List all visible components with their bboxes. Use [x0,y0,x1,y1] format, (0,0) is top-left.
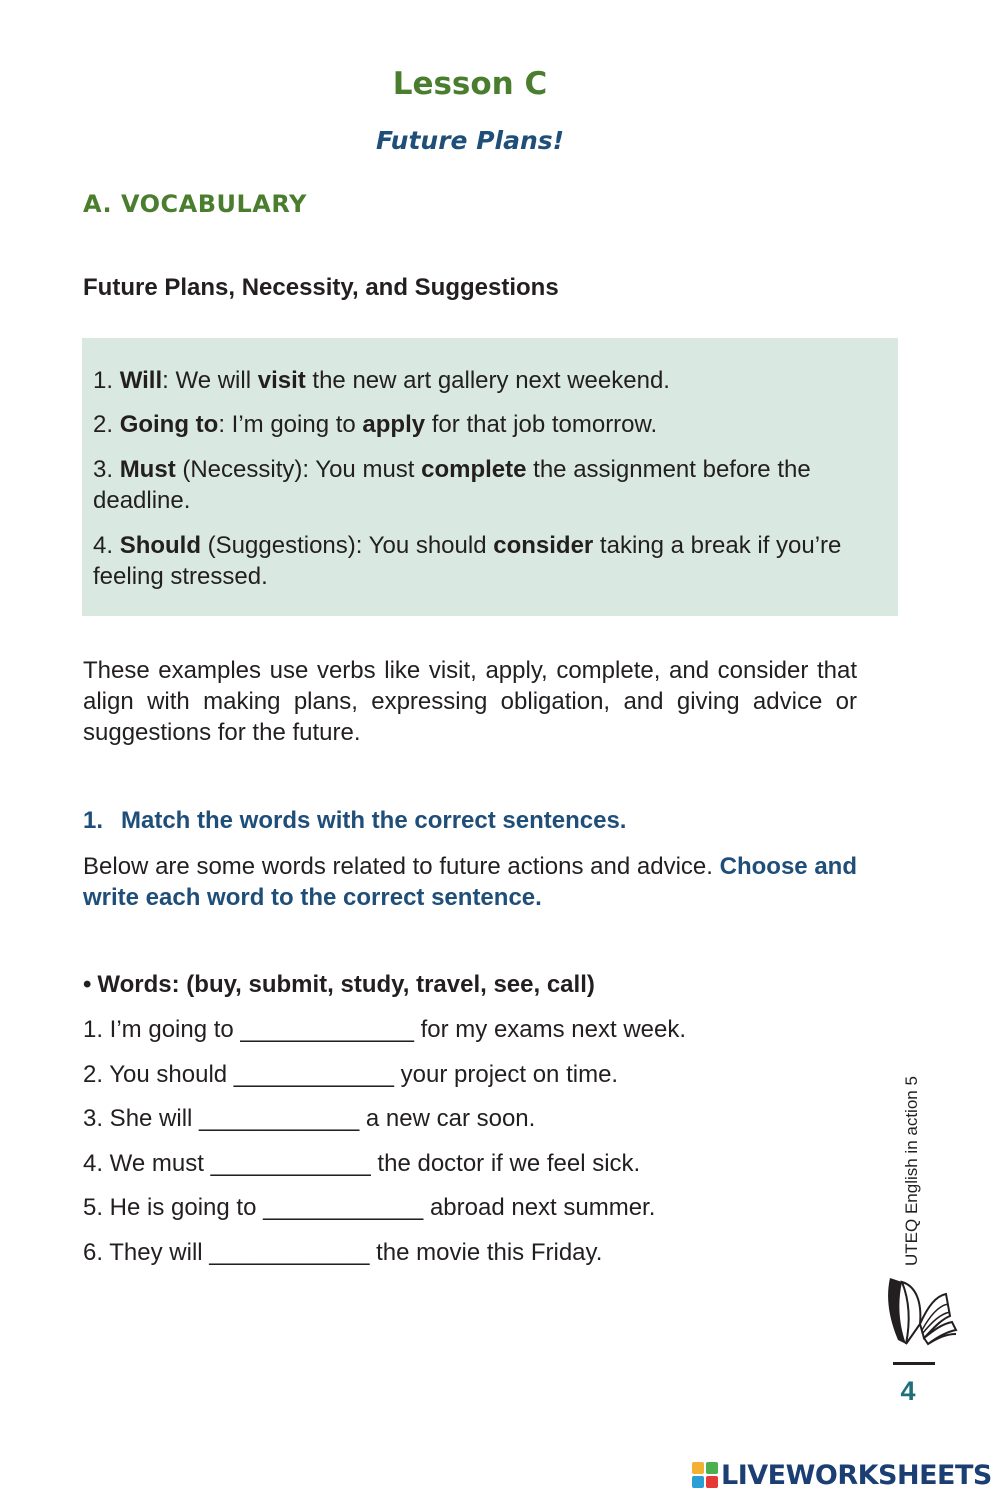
exercise-instruction [83,851,857,913]
vocab-verb: apply [362,411,426,438]
instruction-emphasis: Choose and write each word to the correct sentence. [83,853,857,911]
explanation-paragraph: These examples use verbs like visit, apply, complete, and consider that align with making plans, expressing obligation, and giving advice or suggestions for the future. [83,657,857,746]
bullet-icon: • [83,971,92,998]
vocab-example-end: the assignment before the deadline. [93,456,811,514]
vocab-verb: complete [421,456,527,483]
vocab-item-going-to [93,409,883,440]
vocab-example-start: : We will [162,367,258,394]
vocab-example-end: taking a break if you’re feeling stressed. [93,532,842,590]
vocab-number: 2. [93,411,120,438]
exercise-heading [83,807,626,835]
vocab-term: Must [119,456,176,483]
vocabulary-box [82,338,898,616]
vocab-verb: consider [493,532,594,559]
page-number: 4 [900,1376,916,1406]
vocab-example-end: for that job tomorrow. [425,411,658,438]
exercise-number: 1. [83,807,104,834]
vocab-verb: visit [257,367,306,394]
section-heading: A. VOCABULARY [83,190,307,218]
vocab-number: 4. [93,532,120,559]
lesson-subtitle: Future Plans! [375,126,565,155]
exercise-sentence-5[interactable]: 5. He is going to ____________ abroad next summer. [83,1194,656,1221]
open-book-icon [876,1272,960,1352]
vocab-item-must [93,454,883,516]
vocab-example-start: : You must [302,456,422,483]
vocab-item-should [93,530,883,592]
exercise-sentence-6[interactable]: 6. They will ____________ the movie this Friday. [83,1239,603,1266]
lesson-title: Lesson C [392,66,548,102]
exercise-sentence-4[interactable]: 4. We must ____________ the doctor if we feel sick. [83,1150,641,1177]
word-bank-text: Words: (buy, submit, study, travel, see, call) [97,971,595,998]
vocab-number: 1. [93,367,120,394]
vocab-term: Should [119,532,202,559]
liveworksheets-logo-text: LIVEWORKSHEETS [721,1459,992,1491]
instruction-text: Below are some words related to future actions and advice. [83,853,720,880]
series-side-label: UTEQ English in action 5 [902,1076,921,1266]
vocab-note: (Suggestions) [201,532,356,559]
vocab-item-will [93,365,883,396]
page-number-rule [893,1362,935,1365]
exercise-title: Match the words with the correct sentences. [121,807,627,834]
vocab-example-start: : I’m going to [218,411,363,438]
vocab-example-start: : You should [355,532,494,559]
liveworksheets-logo [692,1458,992,1492]
vocab-note: (Necessity) [175,456,303,483]
vocab-example-end: the new art gallery next weekend. [305,367,670,394]
vocab-number: 3. [93,456,120,483]
exercise-sentence-2[interactable]: 2. You should ____________ your project on time. [83,1061,619,1088]
exercise-sentence-3[interactable]: 3. She will ____________ a new car soon. [83,1105,536,1132]
word-bank [83,971,595,999]
exercise-sentence-1[interactable]: 1. I’m going to _____________ for my exams next week. [83,1016,687,1043]
vocab-term: Will [119,367,163,394]
vocabulary-subheading: Future Plans, Necessity, and Suggestions [83,274,559,301]
liveworksheets-logo-icon [692,1462,718,1488]
vocab-term: Going to [119,411,219,438]
